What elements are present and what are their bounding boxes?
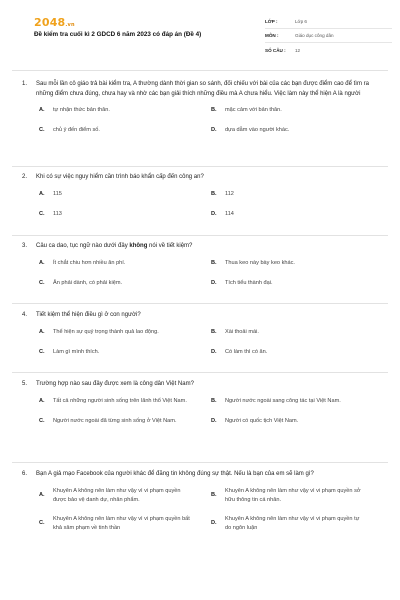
option-letter: C. [39, 520, 45, 526]
option-text: Thể hiện sự quý trọng thành quả lao động. [53, 328, 159, 335]
logo-tld: .vn [65, 22, 75, 28]
option-text: Người có quốc tịch Việt Nam. [225, 417, 299, 424]
option-letter: B. [211, 107, 217, 113]
option-letter: A. [39, 492, 45, 498]
option-c[interactable] [39, 417, 211, 426]
question-text: Khi có sự việc nguy hiểm cần trình báo khẩn cấp đến công an? [36, 174, 204, 180]
option-letter: B. [211, 190, 217, 197]
question-6 [22, 470, 382, 533]
question-number: 2. [22, 174, 28, 180]
option-letter: D. [211, 348, 217, 355]
option-text: Người nước ngoài sang công tác tại Việt Nam. [225, 397, 341, 404]
option-text: Ít chắt chiu hơn nhiều ăn phí. [53, 259, 126, 266]
meta-row-count [265, 43, 392, 57]
question-4 [22, 311, 382, 357]
options-grid [39, 487, 382, 533]
option-letter: C. [39, 417, 45, 424]
option-text: 115 [53, 190, 62, 197]
option-letter: D. [211, 210, 217, 217]
question-text: Bạn A giả mạo Facebook của người khác để đăng tin không đúng sự thật. Nếu là bạn của em sẽ làm gì? [36, 471, 314, 477]
option-c[interactable] [39, 210, 211, 219]
exam-title: Đề kiểm tra cuối kì 2 GDCD 6 năm 2023 có đáp án (Đề 4) [34, 31, 202, 38]
option-b[interactable] [211, 328, 383, 337]
meta-row-class [265, 15, 392, 29]
question-divider [12, 303, 388, 304]
option-text: Thua keo này bày keo khác. [225, 259, 295, 266]
option-d[interactable] [211, 279, 383, 288]
option-text: 112 [225, 190, 234, 197]
option-text: Khuyên A không nên làm như vậy vì vi phạm quyền tự do ngôn luận [225, 515, 360, 531]
option-c[interactable] [39, 515, 211, 533]
option-c[interactable] [39, 279, 211, 288]
option-d[interactable] [211, 417, 383, 426]
option-b[interactable] [211, 259, 383, 268]
option-a[interactable] [39, 328, 211, 337]
option-letter: B. [211, 397, 217, 404]
option-letter: D. [211, 279, 217, 286]
question-number: 3. [22, 243, 28, 249]
meta-value: Lớp 6 [295, 19, 307, 24]
options-grid [39, 397, 382, 426]
option-a[interactable] [39, 190, 211, 199]
option-text: Tất cả những người sinh sống trên lãnh thổ Việt Nam. [53, 397, 187, 404]
page-header [12, 0, 388, 62]
option-text: tự nhận thức bản thân. [53, 107, 110, 113]
option-text: Tích tiểu thành đại. [225, 279, 273, 286]
question-3 [22, 242, 382, 288]
option-letter: B. [211, 492, 217, 498]
option-text: 114 [225, 210, 234, 217]
site-logo[interactable] [34, 16, 75, 29]
question-5 [22, 380, 382, 426]
option-text: Có làm thì có ăn. [225, 348, 268, 355]
option-d[interactable] [211, 515, 383, 533]
question-divider [12, 235, 388, 236]
option-text: Khuyên A không nên làm như vậy vì vi phạm quyền được bảo vệ danh dự, nhân phẩm. [53, 487, 181, 503]
question-text-part: Câu ca dao, tục ngữ nào dưới đây [36, 243, 130, 249]
meta-value: 12 [295, 47, 301, 53]
option-d[interactable] [211, 126, 383, 135]
header-divider [12, 70, 388, 71]
option-text: Ăn phải dành, có phải kiệm. [53, 279, 123, 286]
question-number: 6. [22, 471, 28, 477]
question-text-part: nói về tiết kiệm? [147, 243, 193, 249]
question-divider [12, 462, 388, 463]
options-grid [39, 259, 382, 288]
question-2 [22, 173, 382, 219]
question-number: 4. [22, 312, 28, 318]
option-c[interactable] [39, 348, 211, 357]
option-text: Xài thoải mái. [225, 328, 259, 335]
meta-label: MÔN : [265, 33, 279, 38]
question-text [36, 242, 382, 252]
question-text: Sau mỗi lần cô giáo trả bài kiểm tra, A thường dành thời gian so sánh, đối chiếu với bài của các bạn được điểm cao để tìm ra những điểm chưa đúng, chưa hay và nhờ các bạn giải thích những điều mà A chưa hiểu. Việc làm này thể hiện A là người [36, 81, 369, 97]
option-a[interactable] [39, 397, 211, 406]
option-d[interactable] [211, 210, 383, 219]
question-emphasis: không [129, 243, 148, 249]
option-text: mặc cảm với bản thân. [225, 107, 282, 113]
option-a[interactable] [39, 106, 211, 115]
option-letter: C. [39, 279, 45, 286]
exam-meta-table [265, 15, 392, 57]
option-text: 113 [53, 210, 62, 217]
question-text: Trường hợp nào sau đây được xem là công dân Việt Nam? [36, 381, 194, 387]
question-number: 1. [22, 81, 28, 87]
option-letter: D. [211, 520, 217, 526]
option-b[interactable] [211, 487, 383, 505]
option-text: chủ ý đến điểm số. [53, 127, 100, 133]
meta-row-subject [265, 29, 392, 43]
question-1 [22, 80, 382, 135]
option-c[interactable] [39, 126, 211, 135]
question-number: 5. [22, 381, 28, 387]
option-letter: A. [39, 328, 45, 335]
options-grid [39, 106, 382, 135]
option-text: Người nước ngoài đã từng sinh sống ở Việt Nam. [53, 417, 177, 424]
option-letter: B. [211, 328, 217, 335]
option-letter: D. [211, 417, 217, 424]
option-b[interactable] [211, 106, 383, 115]
option-letter: D. [211, 127, 217, 133]
option-d[interactable] [211, 348, 383, 357]
meta-value: Giáo dục công dân [295, 33, 334, 38]
option-b[interactable] [211, 190, 383, 199]
option-text: Khuyên A không nên làm như vậy vì vi phạm quyền bất khả xâm phạm về tinh thần [53, 515, 190, 531]
option-letter: B. [211, 259, 217, 266]
question-text: Tiết kiệm thể hiện điều gì ở con người? [36, 312, 141, 318]
option-a[interactable] [39, 487, 211, 505]
option-text: Làm gì mình thích. [53, 348, 100, 355]
options-grid [39, 328, 382, 357]
option-a[interactable] [39, 259, 211, 268]
question-divider [12, 372, 388, 373]
meta-label: SỐ CÂU : [265, 47, 286, 53]
option-letter: A. [39, 107, 45, 113]
option-letter: A. [39, 397, 45, 404]
option-b[interactable] [211, 397, 383, 406]
question-divider [12, 166, 388, 167]
option-letter: A. [39, 259, 45, 266]
logo-main: 2048 [34, 16, 66, 29]
option-text: Khuyên A không nên làm như vậy vì vi phạm quyền sở hữu thông tin cá nhân. [225, 487, 361, 503]
options-grid [39, 190, 382, 219]
option-letter: A. [39, 190, 45, 197]
option-letter: C. [39, 210, 45, 217]
option-text: dựa dẫm vào người khác. [225, 127, 290, 133]
option-letter: C. [39, 348, 45, 355]
option-letter: C. [39, 127, 45, 133]
meta-label: LỚP : [265, 19, 278, 24]
